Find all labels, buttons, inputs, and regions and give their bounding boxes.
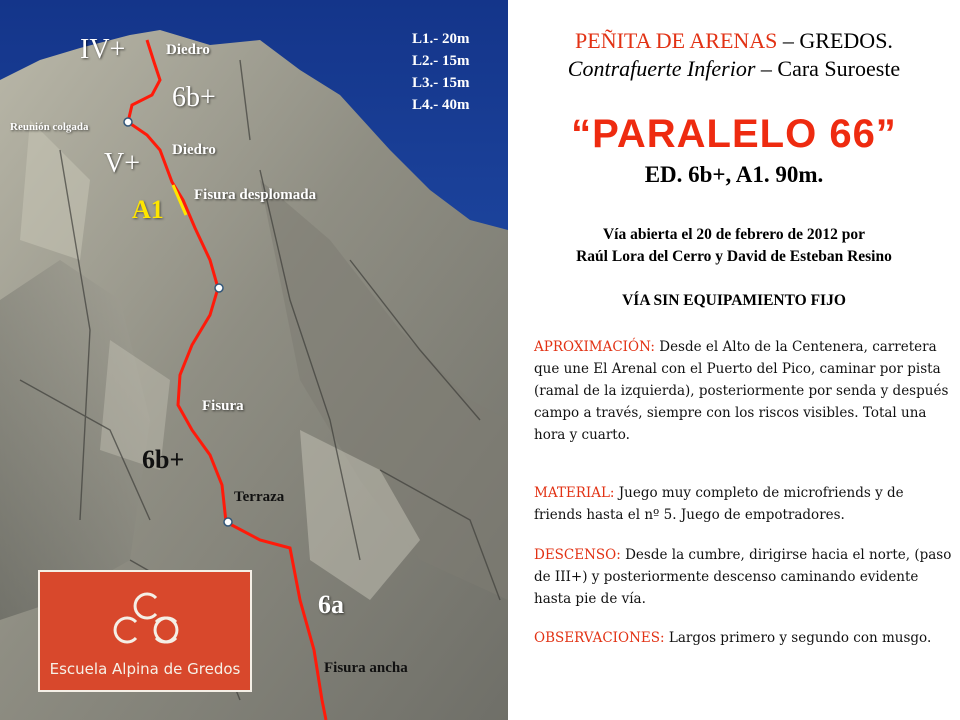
section-text: Largos primero y segundo con musgo. [664,630,932,646]
belay-station [124,118,132,126]
equipment-notice: VÍA SIN EQUIPAMIENTO FIJO [622,292,846,309]
sector-title [508,56,960,82]
logo-text: Escuela Alpina de Gredos [49,660,241,678]
opening-climbers: Raúl Lora del Cerro y David de Esteban Resino [576,248,892,265]
section-heading: OBSERVACIONES: [534,630,665,646]
logo-mark-icon [40,576,250,666]
pitch-lengths [412,28,470,116]
descent-section [534,544,954,610]
grade-label: 6b+ [142,445,185,474]
crag-region: – GREDOS. [777,28,893,53]
belay-station [215,284,223,292]
opening-date: Vía abierta el 20 de febrero de 2012 por [602,226,866,243]
school-logo [38,570,252,692]
belay-station [224,518,232,526]
crag-title [508,28,960,54]
section-heading: MATERIAL: [534,485,615,501]
crag-name: PEÑITA DE ARENAS [575,28,778,53]
feature-label: Fisura [202,398,244,414]
feature-label: Fisura ancha [324,660,408,676]
feature-label: Terraza [234,489,285,505]
grade-label: 6b+ [172,82,216,113]
grade-label-aid: A1 [132,195,164,224]
route-name: “PARALELO 66” [571,112,897,156]
pitch-length: L2.- 15m [412,53,470,69]
route-info-panel [508,0,960,720]
face-name: – Cara Suroeste [755,56,901,81]
grade-label: IV+ [80,34,126,65]
feature-label: Diedro [172,142,216,158]
feature-label: Reunión colgada [10,121,89,133]
feature-label: Diedro [166,42,210,58]
approach-section [534,336,954,446]
section-text: Desde el Alto de la Centenera, carretera que une El Arenal con el Puerto del Pico, caminar por pista (ramal de la izquierda), posteriormente por senda y después campo a través, siempre con los riscos visibles. Total una hora y cuarto. [534,339,949,443]
pitch-length: L3.- 15m [412,75,470,91]
grade-label: 6a [318,590,344,619]
section-text: Desde la cumbre, dirigirse hacia el norte, (paso de III+) y posteriormente descenso caminando evidente hasta pie de vía. [534,547,952,607]
pitch-length: L1.- 20m [412,31,470,47]
feature-label: Fisura desplomada [194,187,317,203]
section-text: Juego muy completo de microfriends y de friends hasta el nº 5. Juego de empotradores. [534,485,904,523]
route-grade: ED. 6b+, A1. 90m. [644,162,824,187]
grade-label: V+ [104,148,141,179]
notes-section [534,627,954,649]
gear-section [534,482,954,526]
section-heading: APROXIMACIÓN: [534,339,655,355]
section-heading: DESCENSO: [534,547,621,563]
pitch-length: L4.- 40m [412,97,470,113]
sector-name: Contrafuerte Inferior [567,56,756,81]
